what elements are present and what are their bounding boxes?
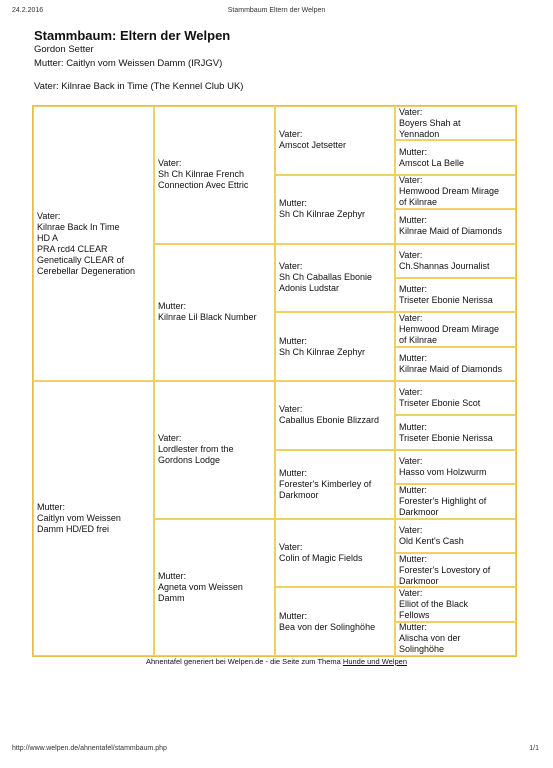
- father-line: Vater: Kilnrae Back in Time (The Kennel Club UK): [34, 81, 244, 92]
- pedigree-cell-gen4: [395, 106, 516, 140]
- dog-name: Kilnrae Lil Black Number: [158, 312, 257, 323]
- dog-name: Hemwood Dream Mirage of Kilnrae: [399, 186, 500, 208]
- pedigree-entry: [399, 215, 502, 237]
- pedigree-cell-gen4: [395, 312, 516, 346]
- parent-role-label: Mutter:: [399, 484, 428, 495]
- parent-role-label: Mutter:: [279, 335, 308, 346]
- parent-role-label: Vater:: [399, 175, 423, 186]
- parent-role-label: Mutter:: [399, 284, 428, 295]
- dog-name: Bea von der Solinghöhe: [279, 621, 376, 632]
- parent-role-label: Mutter:: [158, 570, 187, 581]
- pedigree-cell-gen4: [395, 622, 516, 656]
- dog-name: Caballus Ebonie Blizzard: [279, 415, 380, 426]
- parent-role-label: Vater:: [399, 524, 423, 535]
- dog-name: Hasso vom Holzwurm: [399, 466, 487, 477]
- pedigree-entry: [158, 301, 257, 323]
- pedigree-cell-gen4: [395, 175, 516, 209]
- pedigree-entry: [399, 588, 468, 621]
- parent-role-label: Mutter:: [399, 352, 428, 363]
- pedigree-entry: [279, 404, 379, 426]
- parent-role-label: Mutter:: [399, 215, 428, 226]
- print-date: 24.2.2016: [12, 7, 44, 14]
- parent-role-label: Mutter:: [279, 610, 308, 621]
- pedigree-cell-gen4: [395, 209, 516, 243]
- dog-name: Lordlester from the Gordons Lodge: [158, 444, 234, 466]
- parent-role-label: Mutter:: [399, 553, 428, 564]
- pedigree-cell-gen4: [395, 519, 516, 553]
- pedigree-entry: [37, 502, 121, 535]
- dog-name: Caitlyn vom Weissen Damm HD/ED frei: [37, 513, 121, 534]
- parent-role-label: Mutter:: [279, 198, 308, 209]
- pedigree-entry: [399, 313, 499, 346]
- dog-name: Triseter Ebonie Nerissa: [399, 432, 493, 443]
- pedigree-entry: [399, 284, 493, 306]
- pedigree-cell-gen4: [395, 415, 516, 449]
- parent-role-label: Vater:: [399, 312, 423, 323]
- pedigree-cell-gen3: [275, 312, 395, 381]
- parent-role-label: Vater:: [158, 158, 182, 169]
- dog-name: Kilnrae Maid of Diamonds: [399, 363, 503, 374]
- pedigree-cell-gen1: [33, 381, 154, 656]
- pedigree-cell-gen3: [275, 450, 395, 519]
- parent-role-label: Mutter:: [279, 467, 308, 478]
- parent-role-label: Vater:: [279, 129, 303, 140]
- dog-name: Forester's Lovestory of Darkmoor: [399, 564, 491, 586]
- dog-name: Old Kent's Cash: [399, 535, 464, 546]
- page-number: 1/1: [529, 745, 539, 752]
- pedigree-cell-gen3: [275, 519, 395, 588]
- pedigree-cell-gen4: [395, 347, 516, 381]
- dog-name: Hemwood Dream Mirage of Kilnrae: [399, 323, 500, 345]
- print-url: http://www.welpen.de/ahnentafel/stammbaum.php: [12, 745, 167, 752]
- pedigree-table: [32, 105, 517, 657]
- parent-role-label: Mutter:: [37, 502, 66, 512]
- parent-role-label: Vater:: [279, 261, 303, 272]
- dog-name: Boyers Shah at Yennadon: [399, 117, 461, 139]
- parent-role-label: Vater:: [399, 455, 423, 466]
- hunde-und-welpen-link[interactable]: Hunde und Welpen: [342, 657, 407, 666]
- print-title: Stammbaum Eltern der Welpen: [227, 7, 326, 14]
- parent-role-label: Vater:: [279, 404, 303, 415]
- pedigree-entry: [399, 250, 490, 272]
- pedigree-cell-gen4: [395, 450, 516, 484]
- dog-name: Triseter Ebonie Scot: [399, 398, 481, 409]
- parent-role-label: Vater:: [399, 587, 423, 598]
- pedigree-entry: [399, 107, 461, 140]
- pedigree-entry: [158, 158, 248, 191]
- parent-role-label: Mutter:: [399, 146, 428, 157]
- dog-name: Ch.Shannas Journalist: [399, 260, 490, 271]
- generator-text: Ahnentafel generiert bei Welpen.de - die Seite zum Thema: [145, 657, 343, 666]
- generator-note: [0, 657, 553, 666]
- pedigree-entry: [399, 387, 480, 409]
- pedigree-cell-gen2: [154, 106, 275, 244]
- pedigree-entry: [399, 175, 499, 208]
- pedigree-cell-gen2: [154, 244, 275, 382]
- dog-name: Forester's Highlight of Darkmoor: [399, 495, 487, 517]
- pedigree-entry: [399, 456, 487, 478]
- dog-name: Kilnrae Back In Time HD A PRA rcd4 CLEAR Genetically CLEAR of Cerebellar Degeneration: [37, 221, 136, 276]
- pedigree-cell-gen4: [395, 587, 516, 621]
- pedigree-entry: [279, 468, 371, 501]
- pedigree-cell-gen1: [33, 106, 154, 381]
- breed-label: Gordon Setter: [34, 44, 94, 55]
- pedigree-cell-gen4: [395, 278, 516, 312]
- dog-name: Sh Ch Caballas Ebonie Adonis Ludstar: [279, 272, 373, 294]
- parent-role-label: Vater:: [279, 541, 303, 552]
- dog-name: Kilnrae Maid of Diamonds: [399, 226, 503, 237]
- dog-name: Amscot Jetsetter: [279, 140, 347, 151]
- parent-role-label: Mutter:: [158, 301, 187, 312]
- parent-role-label: Mutter:: [399, 622, 428, 633]
- dog-name: Sh Ch Kilnrae French Connection Avec Ettric: [158, 169, 249, 191]
- pedigree-cell-gen2: [154, 519, 275, 657]
- pedigree-entry: [399, 554, 490, 587]
- pedigree-cell-gen2: [154, 381, 275, 519]
- dog-name: Triseter Ebonie Nerissa: [399, 295, 493, 306]
- pedigree-entry: [158, 571, 243, 604]
- pedigree-cell-gen3: [275, 381, 395, 450]
- pedigree-entry: [279, 198, 365, 220]
- pedigree-cell-gen3: [275, 175, 395, 244]
- pedigree-entry: [279, 336, 365, 358]
- pedigree-entry: [399, 422, 493, 444]
- pedigree-entry: [399, 525, 464, 547]
- dog-name: Alischa von der Solinghöhe: [399, 633, 461, 655]
- pedigree-entry: [399, 353, 502, 375]
- pedigree-cell-gen4: [395, 244, 516, 278]
- pedigree-cell-gen3: [275, 244, 395, 313]
- mother-line: Mutter: Caitlyn vom Weissen Damm (IRJGV): [34, 58, 223, 69]
- dog-name: Sh Ch Kilnrae Zephyr: [279, 209, 366, 220]
- pedigree-cell-gen3: [275, 106, 395, 175]
- pedigree-cell-gen4: [395, 484, 516, 518]
- pedigree-cell-gen3: [275, 587, 395, 656]
- pedigree-entry: [279, 542, 363, 564]
- parent-role-label: Vater:: [399, 387, 423, 398]
- parent-role-label: Vater:: [399, 106, 423, 117]
- pedigree-cell-gen4: [395, 381, 516, 415]
- dog-name: Colin of Magic Fields: [279, 552, 363, 563]
- dog-name: Amscot La Belle: [399, 157, 465, 168]
- parent-role-label: Vater:: [37, 210, 61, 221]
- dog-name: Sh Ch Kilnrae Zephyr: [279, 346, 366, 357]
- pedigree-entry: [37, 211, 135, 277]
- page-title: Stammbaum: Eltern der Welpen: [34, 28, 231, 43]
- parent-role-label: Vater:: [399, 249, 423, 260]
- parent-role-label: Vater:: [158, 433, 182, 444]
- pedigree-entry: [399, 622, 461, 655]
- pedigree-entry: [158, 433, 234, 466]
- pedigree-entry: [399, 485, 486, 518]
- pedigree-entry: [279, 611, 375, 633]
- dog-name: Forester's Kimberley of Darkmoor: [279, 478, 372, 500]
- dog-name: Agneta vom Weissen Damm: [158, 581, 243, 603]
- parent-role-label: Mutter:: [399, 421, 428, 432]
- pedigree-cell-gen4: [395, 553, 516, 587]
- pedigree-entry: [399, 147, 464, 169]
- pedigree-entry: [279, 261, 372, 294]
- pedigree-cell-gen4: [395, 140, 516, 174]
- dog-name: Elliot of the Black Fellows: [399, 598, 469, 620]
- pedigree-entry: [279, 129, 346, 151]
